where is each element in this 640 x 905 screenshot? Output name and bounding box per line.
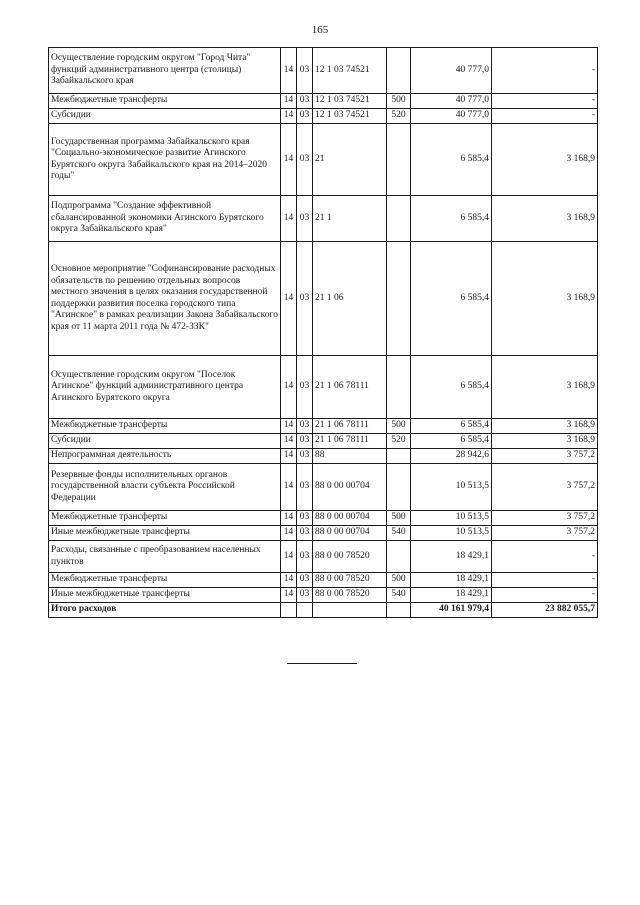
row-subsection-code: 03 [297,419,313,434]
total-amount-actual: 23 882 055,7 [492,603,598,618]
row-expense-type [387,196,411,242]
row-expense-type: 500 [387,419,411,434]
row-section-code: 14 [281,109,297,124]
row-expense-type [387,541,411,573]
row-amount-actual: - [492,94,598,109]
row-subsection-code: 03 [297,94,313,109]
row-subsection-code: 03 [297,511,313,526]
row-expense-type [387,356,411,419]
row-name: Осуществление городским округом "Город Чита" функций административного центра (столицы) Забайкальского края [49,48,281,94]
row-target-article: 21 1 06 78111 [313,434,387,449]
table-row [49,242,598,356]
row-subsection-code: 03 [297,434,313,449]
row-target-article: 21 1 06 [313,242,387,356]
row-amount-actual: - [492,48,598,94]
row-name: Резервные фонды исполнительных органов государственной власти субъекта Российской Федерации [49,464,281,511]
row-amount-plan: 6 585,4 [411,356,492,419]
row-amount-actual: 3 168,9 [492,356,598,419]
row-amount-actual: 3 168,9 [492,242,598,356]
row-target-article: 21 [313,124,387,196]
row-name: Непрограммная деятельность [49,449,281,464]
expenditure-table [48,47,598,618]
row-section-code: 14 [281,124,297,196]
row-amount-plan: 40 777,0 [411,94,492,109]
row-section-code: 14 [281,94,297,109]
table-row [49,434,598,449]
row-section-code: 14 [281,196,297,242]
row-target-article: 21 1 06 78111 [313,356,387,419]
row-amount-plan: 40 777,0 [411,109,492,124]
table-row [49,196,598,242]
row-section-code: 14 [281,464,297,511]
row-expense-type: 520 [387,434,411,449]
table-row [49,48,598,94]
row-amount-plan: 6 585,4 [411,124,492,196]
row-section-code: 14 [281,511,297,526]
row-amount-plan: 6 585,4 [411,242,492,356]
row-expense-type [387,48,411,94]
row-section-code: 14 [281,526,297,541]
row-section-code: 14 [281,434,297,449]
table-row [49,419,598,434]
row-target-article: 21 1 [313,196,387,242]
page-number: 165 [311,24,329,36]
row-target-article: 12 1 03 74521 [313,48,387,94]
row-subsection-code: 03 [297,588,313,603]
row-target-article: 88 0 00 00704 [313,526,387,541]
row-name: Межбюджетные трансферты [49,94,281,109]
row-amount-plan: 18 429,1 [411,573,492,588]
row-expense-type: 520 [387,109,411,124]
row-target-article [313,603,387,618]
row-section-code: 14 [281,48,297,94]
row-amount-plan: 40 777,0 [411,48,492,94]
table-row [49,588,598,603]
row-amount-actual: - [492,109,598,124]
row-amount-actual: - [492,573,598,588]
row-target-article: 12 1 03 74521 [313,94,387,109]
row-amount-actual: 3 168,9 [492,434,598,449]
row-name: Субсидии [49,109,281,124]
row-amount-plan: 10 513,5 [411,526,492,541]
row-subsection-code: 03 [297,109,313,124]
row-name: Государственная программа Забайкальского края "Социально-экономическое развитие Агинского Бурятского округа Забайкальского края на 2014–2020 годы" [49,124,281,196]
row-target-article: 21 1 06 78111 [313,419,387,434]
row-expense-type: 540 [387,588,411,603]
table-row [49,511,598,526]
row-amount-actual: 3 168,9 [492,196,598,242]
row-name: Расходы, связанные с преобразованием населенных пунктов [49,541,281,573]
row-amount-plan: 10 513,5 [411,511,492,526]
row-name: Иные межбюджетные трансферты [49,588,281,603]
row-amount-actual: 3 168,9 [492,124,598,196]
row-amount-plan: 18 429,1 [411,588,492,603]
row-amount-actual: - [492,588,598,603]
table-row [49,124,598,196]
row-expense-type: 500 [387,511,411,526]
row-target-article: 88 0 00 00704 [313,511,387,526]
table-row [49,464,598,511]
row-section-code: 14 [281,242,297,356]
row-section-code: 14 [281,449,297,464]
row-subsection-code: 03 [297,449,313,464]
row-expense-type [387,124,411,196]
row-target-article: 88 [313,449,387,464]
row-subsection-code [297,603,313,618]
row-subsection-code: 03 [297,541,313,573]
row-amount-actual: 3 168,9 [492,419,598,434]
row-expense-type [387,603,411,618]
table-row [49,573,598,588]
row-subsection-code: 03 [297,196,313,242]
row-subsection-code: 03 [297,526,313,541]
table-row [49,541,598,573]
table-row [49,449,598,464]
row-target-article: 12 1 03 74521 [313,109,387,124]
total-amount-plan: 40 161 979,4 [411,603,492,618]
row-name: Подпрограмма "Создание эффективной сбалансированной экономики Агинского Бурятского округа Забайкальского края" [49,196,281,242]
row-amount-plan: 18 429,1 [411,541,492,573]
row-amount-plan: 28 942,6 [411,449,492,464]
row-section-code: 14 [281,573,297,588]
row-name: Межбюджетные трансферты [49,419,281,434]
row-target-article: 88 0 00 78520 [313,541,387,573]
row-amount-actual: 3 757,2 [492,449,598,464]
row-section-code: 14 [281,541,297,573]
row-subsection-code: 03 [297,464,313,511]
table-row [49,526,598,541]
row-name: Межбюджетные трансферты [49,573,281,588]
row-subsection-code: 03 [297,356,313,419]
row-amount-plan: 6 585,4 [411,196,492,242]
row-subsection-code: 03 [297,48,313,94]
row-expense-type [387,464,411,511]
total-row [49,603,598,618]
row-amount-plan: 6 585,4 [411,434,492,449]
row-amount-plan: 10 513,5 [411,464,492,511]
row-target-article: 88 0 00 78520 [313,573,387,588]
row-name: Основное мероприятие "Софинансирование расходных обязательств по решению отдельных вопросов местного значения в целях оказания государственной поддержки развития поселка городского типа "Агинское" в рамках реализации Закона Забайкальского края от 11 марта 2011 года № 472-ЗЗК" [49,242,281,356]
row-amount-actual: - [492,541,598,573]
row-amount-actual: 3 757,2 [492,526,598,541]
row-name: Межбюджетные трансферты [49,511,281,526]
row-amount-actual: 3 757,2 [492,464,598,511]
table-row [49,94,598,109]
row-section-code: 14 [281,419,297,434]
row-name: Субсидии [49,434,281,449]
row-section-code: 14 [281,356,297,419]
row-section-code [281,603,297,618]
row-target-article: 88 0 00 00704 [313,464,387,511]
table-row [49,109,598,124]
total-label: Итого расходов [49,603,281,618]
row-expense-type: 500 [387,94,411,109]
row-expense-type: 500 [387,573,411,588]
row-subsection-code: 03 [297,124,313,196]
table-row [49,356,598,419]
row-amount-actual: 3 757,2 [492,511,598,526]
row-amount-plan: 6 585,4 [411,419,492,434]
row-subsection-code: 03 [297,242,313,356]
row-target-article: 88 0 00 78520 [313,588,387,603]
row-expense-type: 540 [387,526,411,541]
end-of-document-divider [287,663,357,664]
row-subsection-code: 03 [297,573,313,588]
row-name: Иные межбюджетные трансферты [49,526,281,541]
row-expense-type [387,242,411,356]
row-name: Осуществление городским округом "Поселок Агинское" функций административного центра Агинского Бурятского округа [49,356,281,419]
row-expense-type [387,449,411,464]
row-section-code: 14 [281,588,297,603]
